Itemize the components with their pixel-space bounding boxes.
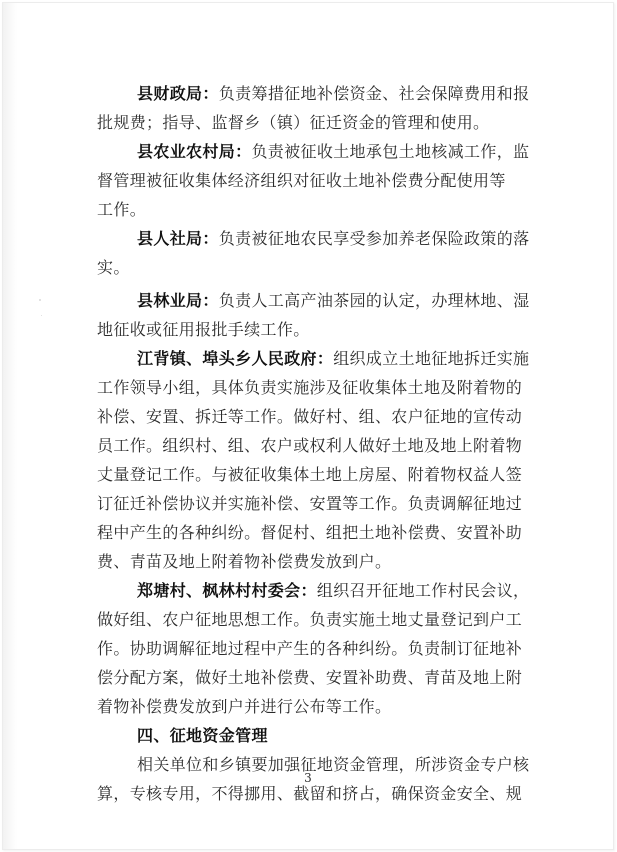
paragraph-line: 实。: [97, 258, 130, 277]
paragraph-line: 丈量登记工作。与被征收集体土地上房屋、附着物权益人签: [97, 465, 523, 484]
paragraph-line: 郑塘村、枫林村村委会：组织召开征地工作村民会议，: [137, 581, 530, 600]
paragraph-lead: 县农业农村局：: [137, 142, 252, 161]
paragraph-line: 算，专核专用，不得挪用、截留和挤占，确保资金安全、规: [97, 784, 523, 803]
scan-speck: [41, 315, 42, 316]
paragraph-line: 地征收或征用报批手续工作。: [97, 320, 310, 339]
paragraph-agriculture-bureau: [97, 137, 529, 224]
paragraph-lead: 江背镇、埠头乡人民政府：: [137, 349, 334, 368]
paragraph-line: 偿分配方案，做好土地补偿费、安置补助费、青苗及地上附: [97, 668, 523, 687]
paragraph-line: 工作。: [97, 200, 147, 219]
paragraph-lead: 县林业局：: [137, 291, 219, 310]
paragraph-lead: 郑塘村、枫林村村委会：: [137, 581, 317, 600]
page-number: 3: [304, 771, 312, 785]
paragraph-township-governments: [97, 344, 529, 576]
page-edge-shadow: [3, 3, 17, 849]
paragraph-line: 相关单位和乡镇要加强征地资金管理，所涉资金专户核: [137, 755, 530, 774]
paragraph-lead: 县财政局：: [137, 84, 219, 103]
paragraph-line: 批规费；指导、监督乡（镇）征迁资金的管理和使用。: [97, 113, 490, 132]
paragraph-line: 县林业局：负责人工高产油茶园的认定，办理林地、湿: [137, 291, 530, 310]
scan-speck: [39, 299, 41, 301]
paragraph-line: 补偿、安置、拆迁等工作。做好村、组、农户征地的宣传动: [97, 407, 523, 426]
paragraph-line: 督管理被征收集体经济组织对征收土地补偿费分配使用等: [97, 171, 506, 190]
paragraph-line: 费、青苗及地上附着物补偿费发放到户。: [97, 552, 392, 571]
paragraph-line: 程中产生的各种纠纷。督促村、组把土地补偿费、安置补助: [97, 523, 523, 542]
section-heading: 四、征地资金管理: [137, 726, 268, 745]
paragraph-finance-bureau: [97, 79, 529, 137]
paragraph-forestry-bureau: [97, 286, 529, 344]
paragraph-line: 作。协助调解征地过程中产生的各种纠纷。负责制订征地补: [97, 639, 523, 658]
paragraph-line: 做好组、农户征地思想工作。负责实施土地丈量登记到户工: [97, 610, 523, 629]
paragraph-village-committees: [97, 576, 529, 721]
paragraph-line: 县人社局：负责被征地农民享受参加养老保险政策的落: [137, 229, 530, 248]
paragraph-line: 员工作。组织村、组、农户或权利人做好土地及地上附着物: [97, 436, 523, 455]
paragraph-lead: 县人社局：: [137, 229, 219, 248]
paragraph-line: 订征迁补偿协议并实施补偿、安置等工作。负责调解征地过: [97, 494, 523, 513]
body-text: [97, 79, 529, 808]
paragraph-hr-bureau: [97, 224, 529, 282]
paragraph-line: 着物补偿费发放到户并进行公布等工作。: [97, 697, 392, 716]
paragraph-line: 县农业农村局：负责被征收土地承包土地核减工作，监: [137, 142, 530, 161]
paragraph-line: 江背镇、埠头乡人民政府：组织成立土地征地拆迁实施: [137, 349, 530, 368]
paragraph-line: 县财政局：负责筹措征地补偿资金、社会保障费用和报: [137, 84, 530, 103]
paragraph-line: 工作领导小组，具体负责实施涉及征收集体土地及附着物的: [97, 378, 523, 397]
document-page: [2, 2, 614, 850]
